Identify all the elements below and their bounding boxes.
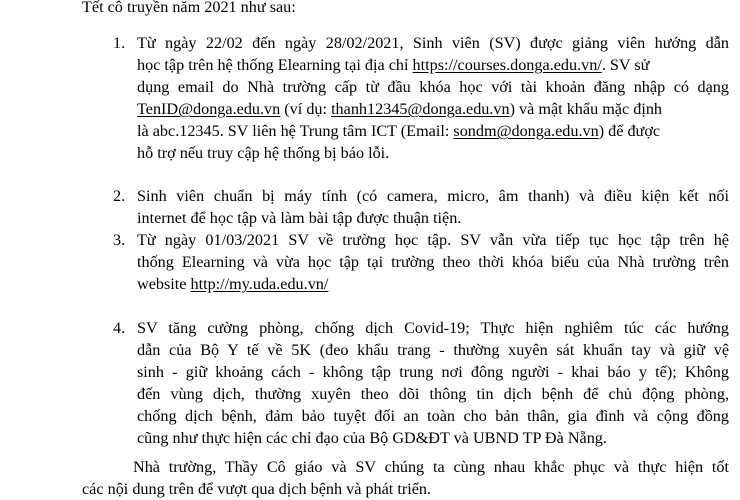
item-1-text-password: ) và mật khẩu mặc định	[509, 100, 663, 118]
sondm-email-link[interactable]: sondm@donga.edu.vn	[453, 122, 599, 140]
item-1-line-6: hỗ trợ nếu truy cập hệ thống bị báo lỗi.	[137, 144, 390, 162]
item-1-line-4	[137, 98, 662, 120]
item-1-text-example: (ví dụ:	[280, 100, 332, 118]
item-1-line-5	[137, 120, 660, 142]
item-2-line-1: Sinh viên chuẩn bị máy tính (có camera, micro, âm thanh) và điều kiện kết nối	[137, 187, 729, 205]
example-email-link[interactable]: thanh12345@donga.edu.vn	[331, 100, 510, 118]
closing-line-1: Nhà trường, Thầy Cô giáo và SV chúng ta cùng nhau khắc phục và thực hiện tốt	[133, 458, 729, 476]
item-4-line-6: cũng như thực hiện các chỉ đạo của Bộ GD&ĐT và UBND TP Đà Nẵng.	[137, 429, 607, 447]
item-1-text-support: ) để được	[598, 122, 661, 140]
item-2-number: 2.	[113, 187, 126, 205]
item-3-line-3	[137, 273, 328, 295]
closing-line-2: các nội dung trên để vượt qua dịch bệnh và phát triển.	[82, 480, 432, 498]
item-4-line-1: SV tăng cường phòng, chống dịch Covid-19; Thực hiện nghiêm túc các hướng	[137, 319, 729, 337]
item-3-line-2: thống Elearning và vừa học tập tại trường theo thời khóa biểu của Nhà trường trên	[137, 253, 729, 271]
item-2-line-2: internet để học tập và làm bài tập được thuận tiện.	[137, 209, 462, 227]
item-4-number: 4.	[113, 319, 126, 337]
item-1-text-sv: . SV sử	[601, 56, 650, 74]
courses-link[interactable]: https://courses.donga.edu.vn/	[412, 56, 602, 74]
tenid-email-link[interactable]: TenID@donga.edu.vn	[137, 100, 281, 118]
item-1-text-elearning: học tập trên hệ thống Elearning tại địa chỉ	[137, 56, 409, 74]
item-1-number: 1.	[113, 34, 126, 52]
item-1-line-1: Từ ngày 22/02 đến ngày 28/02/2021, Sinh viên (SV) được giảng viên hướng dẫn	[137, 34, 729, 52]
intro-text: Tết cô truyền năm 2021 như sau:	[82, 0, 296, 16]
item-3-line-1: Từ ngày 01/03/2021 SV về trường học tập. SV vẫn vừa tiếp tục học tập trên hệ	[137, 231, 729, 249]
item-3-number: 3.	[113, 231, 126, 249]
item-4-line-3: sinh - giữ khoảng cách - không tập trung nơi đông người - khai báo y tế); Không	[137, 363, 729, 381]
item-4-line-2: dẫn của Bộ Y tế về 5K (đeo khẩu trang - thường xuyên sát khuẩn tay và giữ vệ	[137, 341, 729, 359]
item-4-line-4: đến vùng dịch, thường xuyên theo dõi thông tin dịch bệnh để chủ động phòng,	[137, 385, 729, 403]
my-uda-link[interactable]: http://my.uda.edu.vn/	[190, 275, 329, 293]
item-4-line-5: chống dịch bệnh, đảm bảo tuyệt đối an toàn cho bản thân, gia đình và cộng đồng	[137, 407, 729, 425]
item-1-line-3: dụng email do Nhà trường cấp từ đầu khóa học với tài khoản đăng nhập có dạng	[137, 78, 729, 96]
item-1-text-ict: là abc.12345. SV liên hệ Trung tâm ICT (Email:	[137, 122, 454, 140]
item-1-line-2	[137, 54, 649, 76]
item-3-text-website: website	[137, 275, 191, 293]
